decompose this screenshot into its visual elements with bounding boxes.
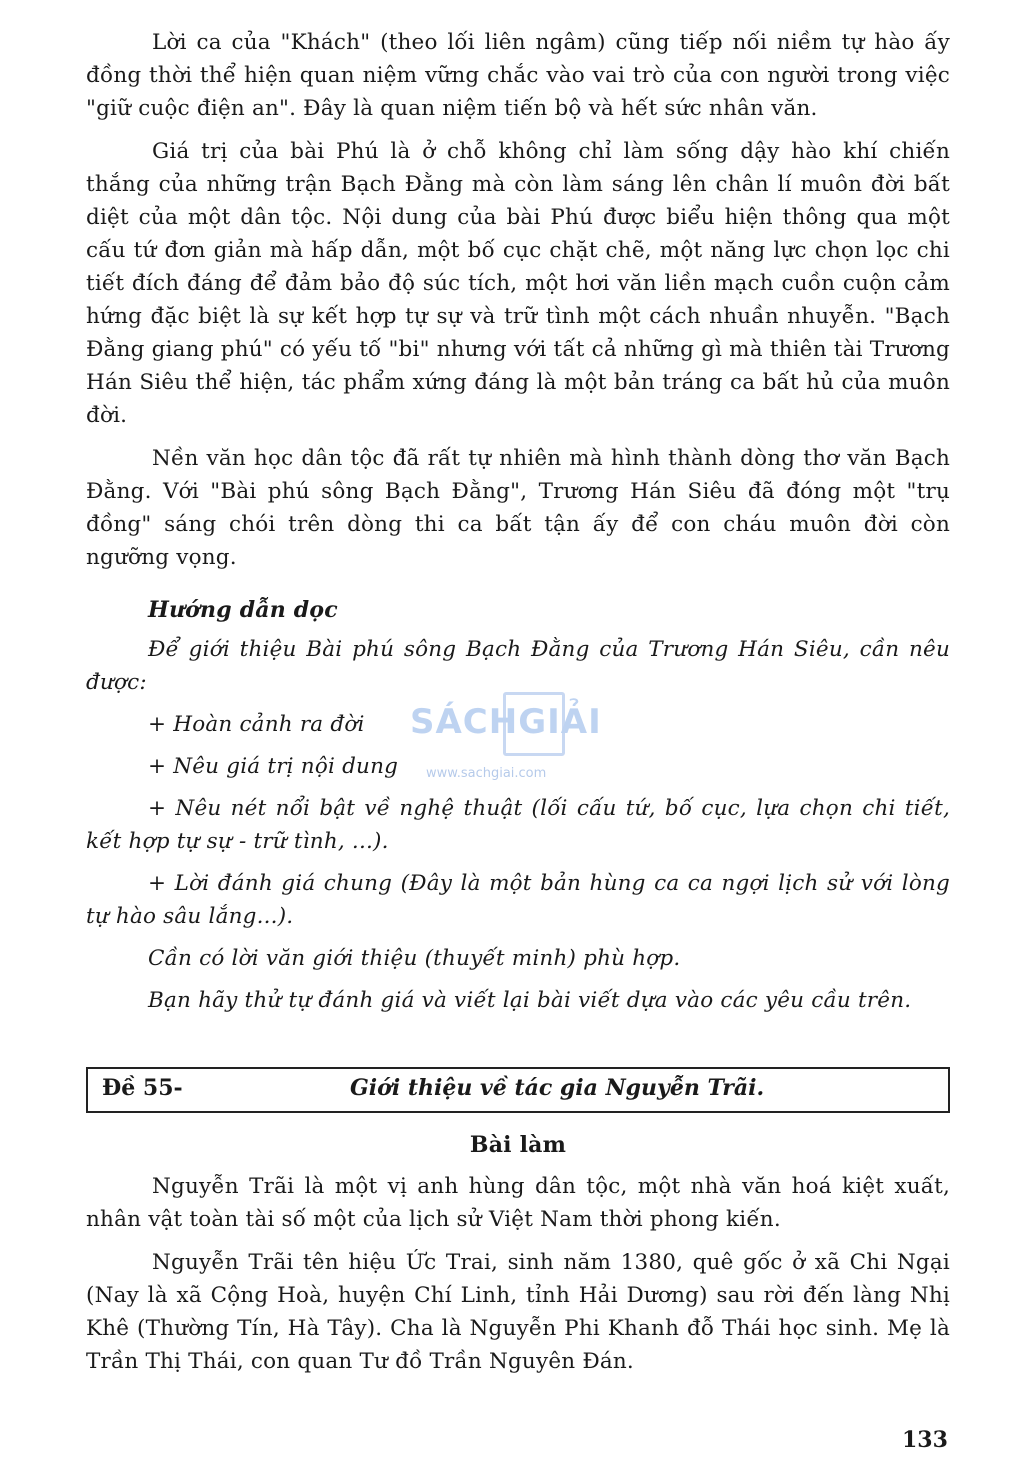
watermark-url: www.sachgiai.com <box>426 766 547 781</box>
section-heading: Hướng dẫn dọc <box>148 597 338 623</box>
guide-closing: Cần có lời văn giới thiệu (thuyết minh) phù hợp. <box>148 946 681 971</box>
paragraph: Giá trị của bài Phú là ở chỗ không chỉ làm sống dậy hào khí chiến thắng của những trận Bạch Đằng mà còn làm sáng lên chân lí muôn đời bất diệt của một dân tộc. Nội dung của bài Phú được biểu hiện thông qua một cấu tứ đơn giản mà hấp dẫn, một bố cục chặt chẽ, một năng lực chọn lọc chi tiết đích đáng để đảm bảo độ súc tích, một hơi văn liền mạch cuồn cuộn cảm hứng đặc biệt là sự kết hợp tự sự và trữ tình một cách nhuần nhuyễn. "Bạch Đằng giang phú" có yếu tố "bi" nhưng với tất cả những gì mà thiên tài Trương Hán Siêu thể hiện, tác phẩm xứng đáng là một bản tráng ca bất hủ của muôn đời. <box>86 139 950 428</box>
paragraph: Lời ca của "Khách" (theo lối liên ngâm) cũng tiếp nối niềm tự hào ấy đồng thời thể hiện quan niệm vững chắc vào vai trò của con người trong việc "giữ cuộc điện an". Đây là quan niệm tiến bộ và hết sức nhân văn. <box>86 30 950 121</box>
guide-closing: Bạn hãy thử tự đánh giá và viết lại bài viết dựa vào các yêu cầu trên. <box>148 988 912 1013</box>
watermark-logo <box>410 692 620 792</box>
answer-heading: Bài làm <box>469 1132 567 1158</box>
guide-item: + Hoàn cảnh ra đời <box>148 712 365 737</box>
topic-number: Đề 55- <box>102 1075 183 1101</box>
topic-title: Giới thiệu về tác gia Nguyễn Trãi. <box>350 1075 765 1101</box>
watermark-name: SÁCHGIẢI <box>410 702 602 742</box>
paragraph: Nguyễn Trãi tên hiệu Ức Trai, sinh năm 1380, quê gốc ở xã Chi Ngại (Nay là xã Cộng Hoà, huyện Chí Linh, tỉnh Hải Dương) sau rời đến làng Nhị Khê (Thường Tín, Hà Tây). Cha là Nguyễn Phi Khanh đỗ Thái học sinh. Mẹ là Trần Thị Thái, con quan Tư đồ Trần Nguyên Đán. <box>86 1250 950 1374</box>
guide-intro: Để giới thiệu Bài phú sông Bạch Đằng của Trương Hán Siêu, cần nêu được: <box>86 637 950 695</box>
guide-item: + Lời đánh giá chung (Đây là một bản hùng ca ca ngợi lịch sử với lòng tự hào sâu lắng...). <box>86 871 950 929</box>
paragraph: Nền văn học dân tộc đã rất tự nhiên mà hình thành dòng thơ văn Bạch Đằng. Với "Bài phú sông Bạch Đằng", Trương Hán Siêu đã đóng một "trụ đồng" sáng chói trên dòng thi ca bất tận ấy để con cháu muôn đời còn ngưỡng vọng. <box>86 446 950 570</box>
guide-item: + Nêu giá trị nội dung <box>148 754 399 779</box>
guide-item: + Nêu nét nổi bật về nghệ thuật (lối cấu tứ, bố cục, lựa chọn chi tiết, kết hợp tự sự - trữ tình, ...). <box>86 796 950 854</box>
topic-box <box>86 1067 950 1113</box>
page-number: 133 <box>902 1427 948 1453</box>
paragraph: Nguyễn Trãi là một vị anh hùng dân tộc, một nhà văn hoá kiệt xuất, nhân vật toàn tài số một của lịch sử Việt Nam thời phong kiến. <box>86 1174 950 1232</box>
